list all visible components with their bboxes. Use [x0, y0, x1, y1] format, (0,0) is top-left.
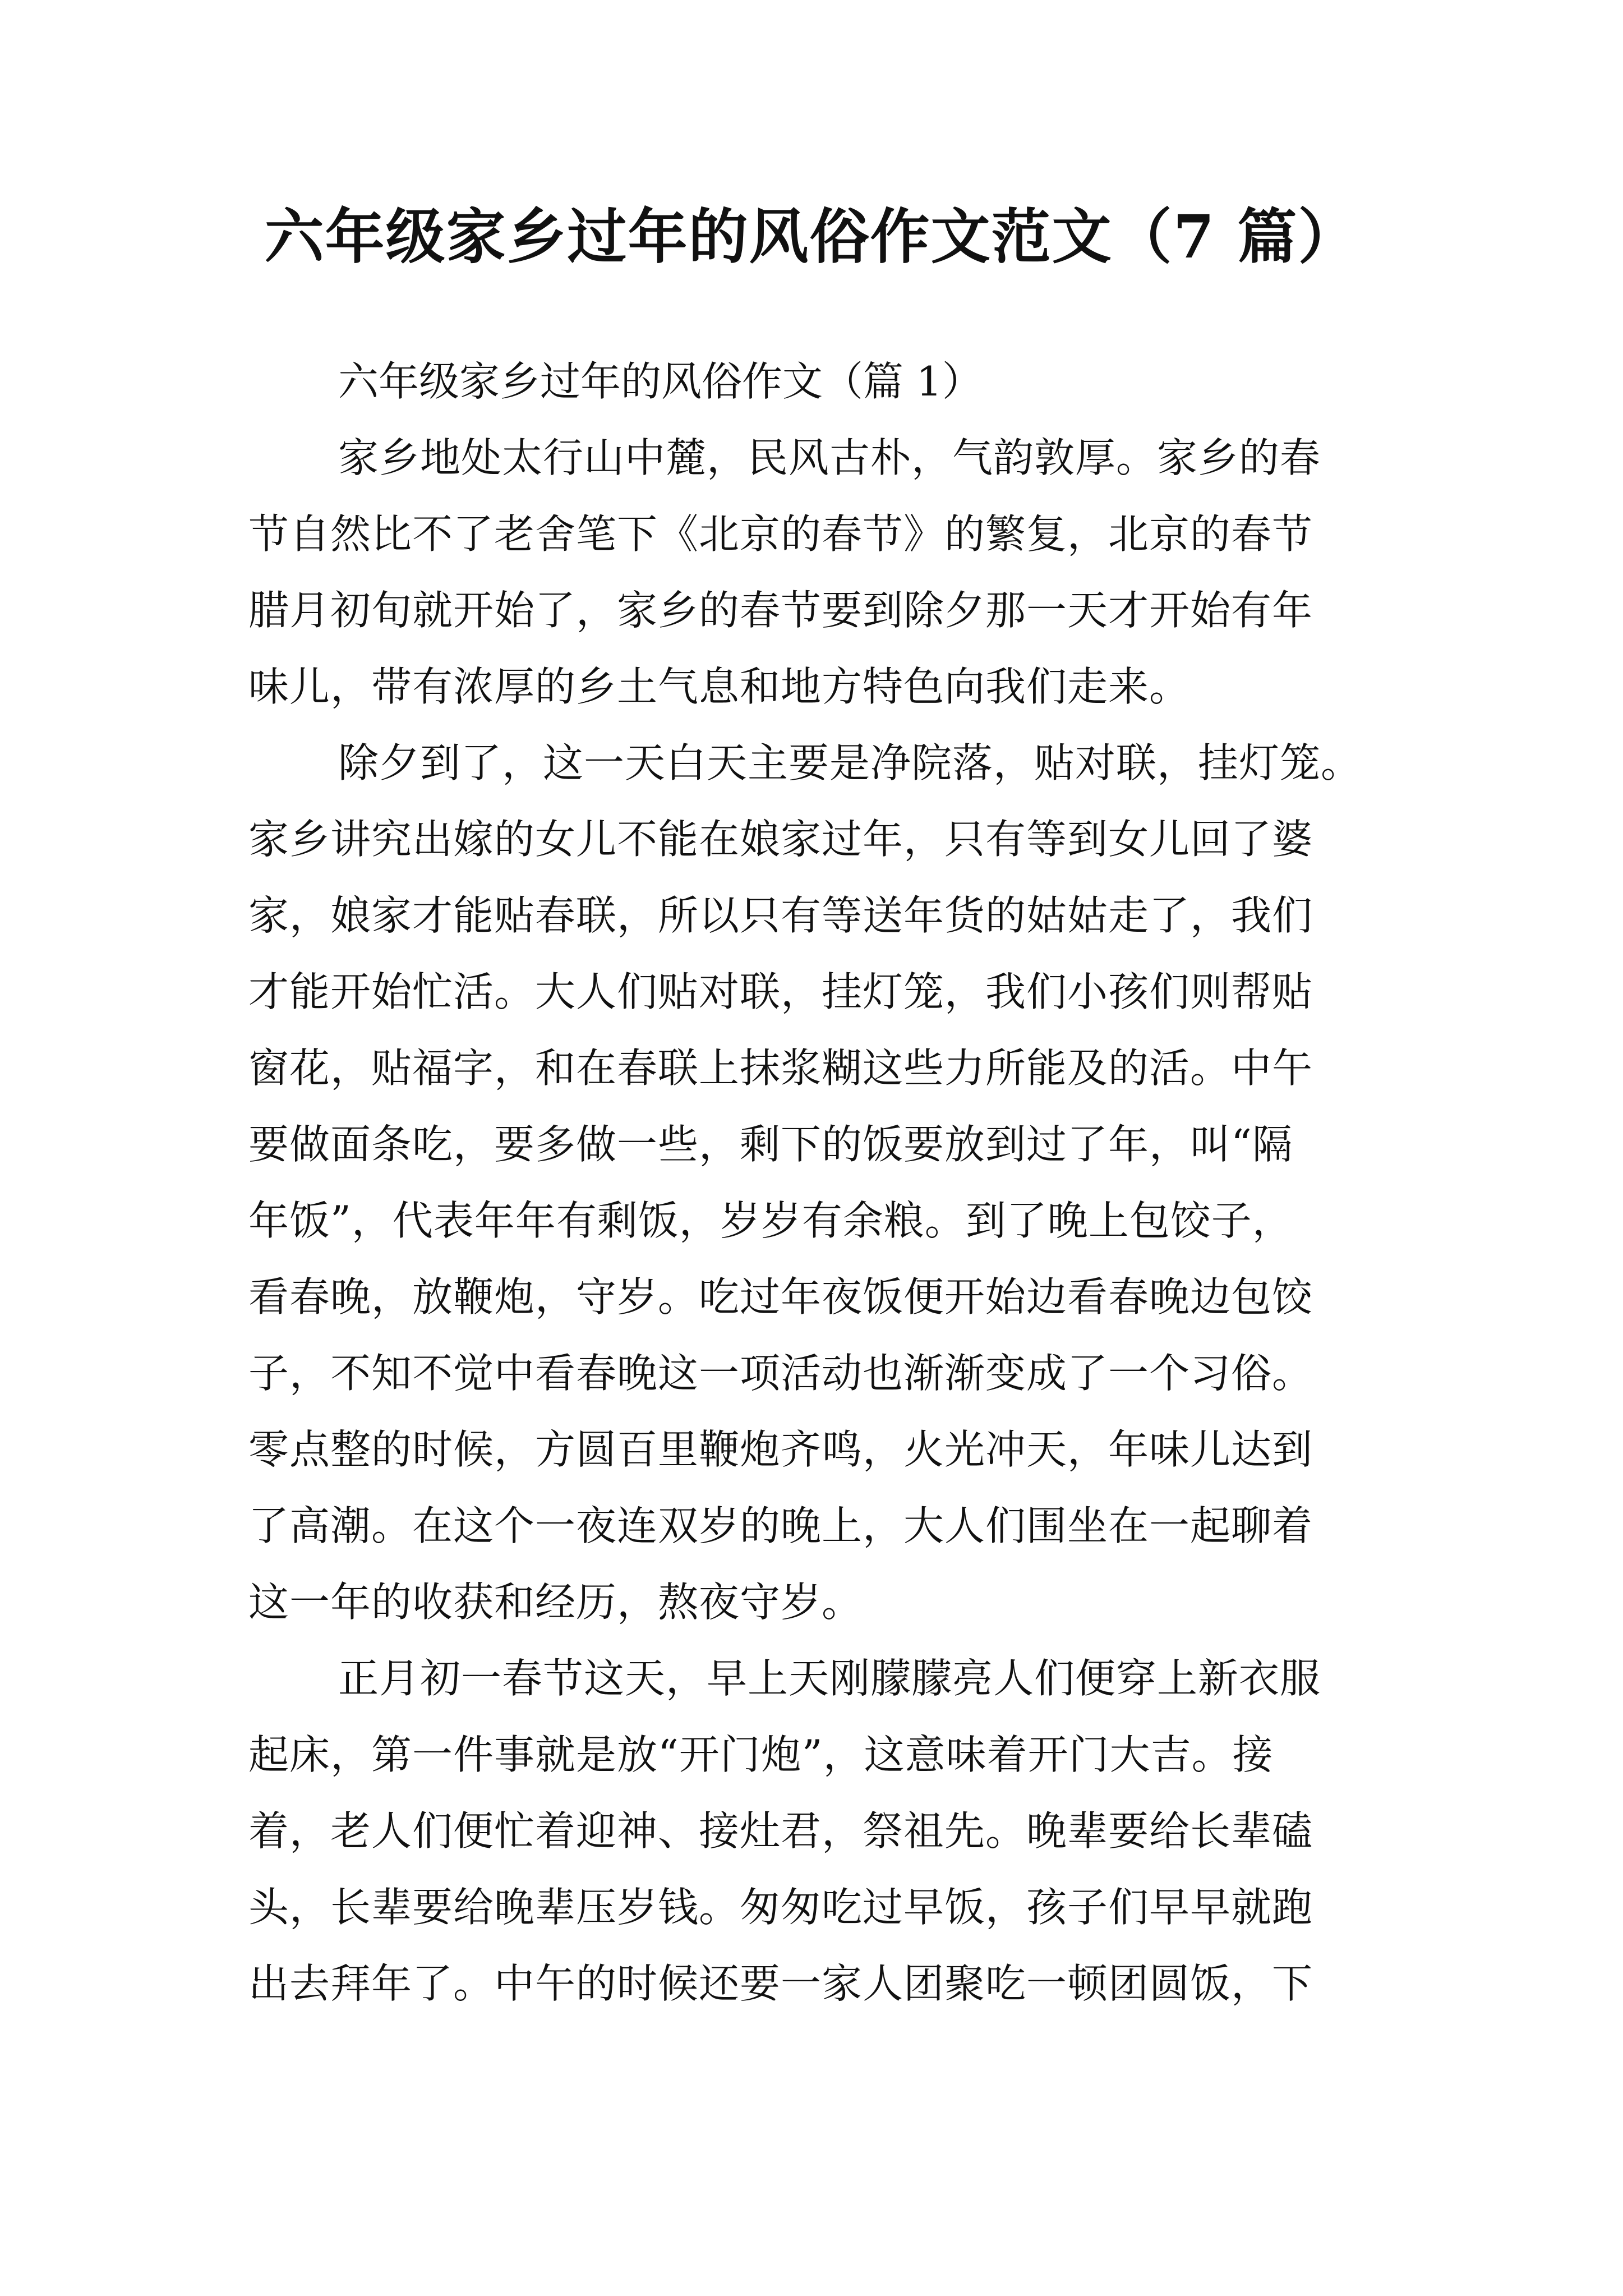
paragraph-lines: [248, 420, 1393, 2022]
text-line: 头，长辈要给晚辈压岁钱。匆匆吃过早饭，孩子们早早就跑: [248, 1884, 1313, 1931]
text-line: 腊月初旬就开始了，家乡的春节要到除夕那一天才开始有年: [248, 587, 1313, 634]
text-line: 起床，第一件事就是放“开门炮”，这意味着开门大吉。接: [248, 1731, 1274, 1778]
text-line: 正月初一春节这天，早上天刚朦朦亮人们便穿上新衣服: [338, 1655, 1321, 1702]
document-body: [248, 343, 1393, 2022]
text-line: 窗花，贴福字，和在春联上抹浆糊这些力所能及的活。中午: [248, 1045, 1313, 1092]
section-heading: 六年级家乡过年的风俗作文（篇 1）: [338, 358, 983, 405]
text-line: 看春晚，放鞭炮，守岁。吃过年夜饭便开始边看春晚边包饺: [248, 1273, 1313, 1320]
document-title: 六年级家乡过年的风俗作文范文（7 篇）: [264, 201, 1359, 272]
text-line: 除夕到了，这一天白天主要是净院落，贴对联，挂灯笼。: [338, 739, 1362, 786]
text-line: 节自然比不了老舍笔下《北京的春节》的繁复，北京的春节: [248, 510, 1313, 558]
text-line: 年饭”，代表年年有剩饭，岁岁有余粮。到了晚上包饺子，: [248, 1197, 1293, 1244]
text-line: 零点整的时候，方圆百里鞭炮齐鸣，火光冲天，年味儿达到: [248, 1426, 1313, 1473]
text-line: 出去拜年了。中午的时候还要一家人团聚吃一顿团圆饭，下: [248, 1960, 1313, 2007]
text-line: 才能开始忙活。大人们贴对联，挂灯笼，我们小孩们则帮贴: [248, 968, 1313, 1015]
text-line: 这一年的收获和经历，熬夜守岁。: [248, 1579, 863, 1626]
text-line: 家乡地处太行山中麓，民风古朴，气韵敦厚。家乡的春: [338, 434, 1321, 481]
text-line: 了高潮。在这个一夜连双岁的晚上，大人们围坐在一起聊着: [248, 1502, 1313, 1549]
text-line: 要做面条吃，要多做一些，剩下的饭要放到过了年，叫“隔: [248, 1121, 1293, 1168]
text-line: 味儿，带有浓厚的乡土气息和地方特色向我们走来。: [248, 663, 1191, 710]
text-line: 子，不知不觉中看春晚这一项活动也渐渐变成了一个习俗。: [248, 1350, 1313, 1397]
text-line: 家乡讲究出嫁的女儿不能在娘家过年，只有等到女儿回了婆: [248, 816, 1313, 863]
text-line: 家，娘家才能贴春联，所以只有等送年货的姑姑走了，我们: [248, 892, 1313, 939]
text-line: 着，老人们便忙着迎神、接灶君，祭祖先。晚辈要给长辈磕: [248, 1807, 1313, 1855]
